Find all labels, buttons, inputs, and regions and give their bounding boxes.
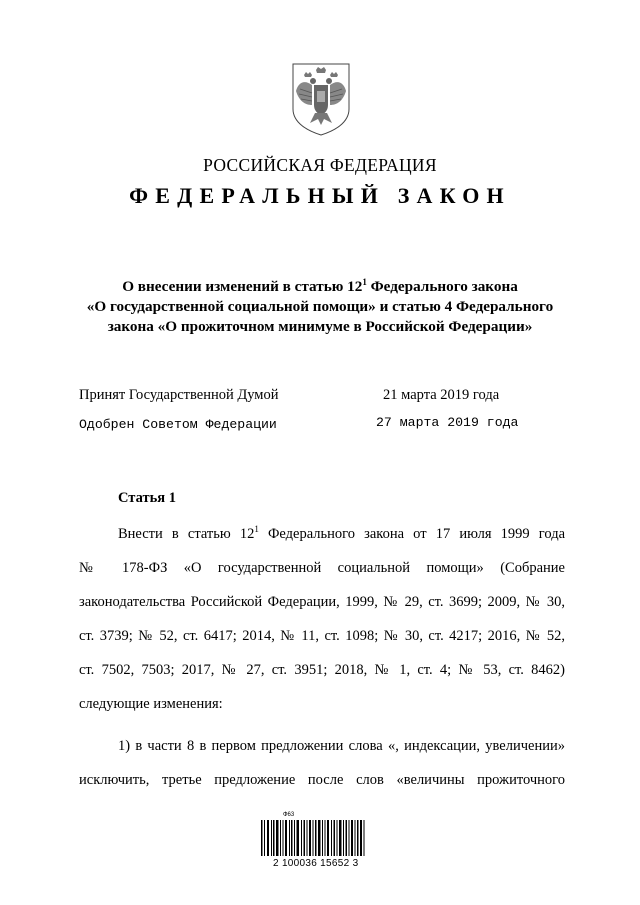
document-type: ФЕДЕРАЛЬНЫЙ ЗАКОН	[129, 183, 511, 208]
council-approval-label: Одобрен Советом Федерации	[79, 417, 277, 432]
barcode-bars	[261, 820, 365, 856]
law-title-line-2: «О государственной социальной помощи» и статью 4 Федерального	[86, 298, 554, 315]
barcode-mark: Ф63	[283, 812, 295, 818]
law-title-line-1: О внесении изменений в статью $12^1$ Федерального закона	[122, 276, 518, 295]
coat-of-arms-emblem	[290, 61, 352, 137]
article-item-line: 1) в части 8 в первом предложении слова «, индексации, увеличении»	[118, 738, 565, 754]
duma-adoption-label: Принят Государственной Думой	[79, 387, 279, 403]
article-text-line: следующие изменения:	[79, 696, 223, 712]
law-title	[60, 277, 580, 337]
article-text-line: законодательства Российской Федерации, 1999, № 29, ст. 3699; 2009, № 30,	[79, 594, 565, 610]
document-barcode	[259, 812, 369, 872]
law-title-line-3: закона «О прожиточном минимуме в Российской Федерации»	[107, 318, 533, 335]
article-text-line: № 178-ФЗ «О государственной социальной помощи» (Собрание	[79, 560, 565, 576]
article-item-line: исключить, третье предложение после слов «величины прожиточного	[79, 772, 565, 788]
article-text-line: ст. 7502, 7503; 2017, № 27, ст. 3951; 2018, № 1, ст. 4; № 53, ст. 8462)	[79, 662, 565, 678]
duma-adoption-date: 21 марта 2019 года	[383, 387, 500, 403]
article-text-line: Внести в статью $12^1$ Федерального закона от 17 июля 1999 года	[118, 524, 565, 542]
country-name: РОССИЙСКАЯ ФЕДЕРАЦИЯ	[203, 155, 437, 175]
article-heading: Статья 1	[118, 490, 176, 506]
article-text-line: ст. 3739; № 52, ст. 6417; 2014, № 11, ст. 1098; № 30, ст. 4217; 2016, № 52,	[79, 628, 565, 644]
council-approval-date: 27 марта 2019 года	[376, 415, 519, 430]
barcode-number: 2 100036 15652 3	[273, 858, 359, 869]
